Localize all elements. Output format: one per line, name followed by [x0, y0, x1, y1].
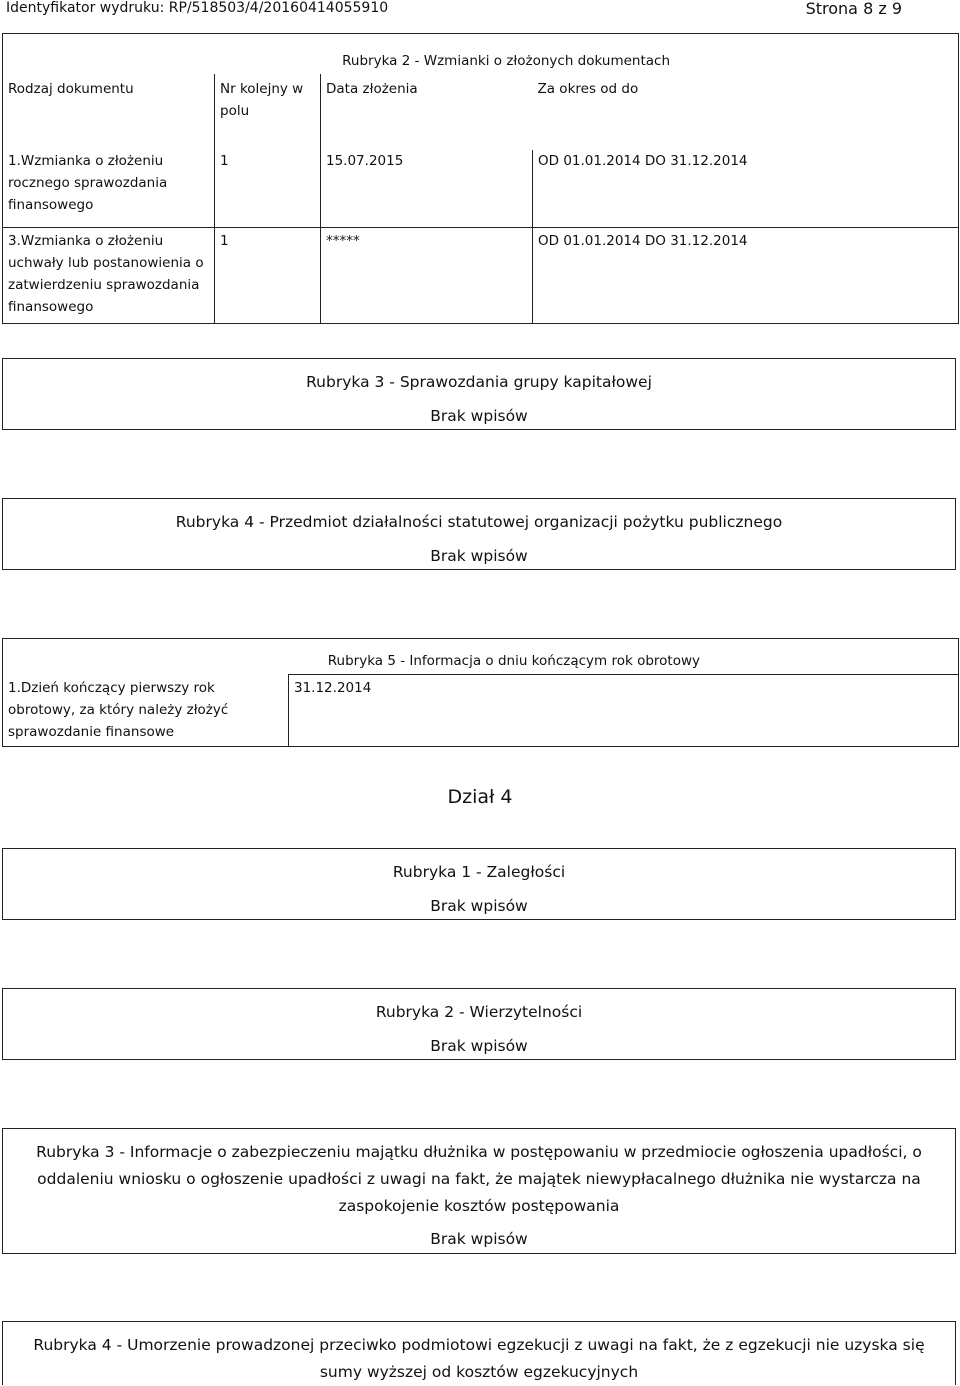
cell-date: *****: [321, 228, 533, 324]
d4-rubryka4-section: [2, 1321, 956, 1385]
d4-rubryka2-section: [2, 988, 956, 1060]
column-header-period: Za okres od do: [533, 74, 959, 150]
rubryka4-section: [2, 498, 956, 570]
column-header-type: Rodzaj dokumentu: [3, 74, 215, 150]
rubryka5-label: 1.Dzień kończący pierwszy rok obrotowy, za który należy złożyć sprawozdanie finansowe: [3, 675, 289, 747]
d4-rubryka3-empty: Brak wpisów: [430, 1230, 528, 1248]
cell-date: 15.07.2015: [321, 150, 533, 228]
d4-rubryka3-title: Rubryka 3 - Informacje o zabezpieczeniu majątku dłużnika w postępowaniu w przedmiocie ogłoszenia upadłości, o oddaleniu wniosku o ogłoszenie upadłości z uwagi na fakt, że majątek niewypłacalnego dłużnika nie wystarcza na zaspokojenie kosztów postępowania: [36, 1143, 922, 1215]
cell-nr: 1: [215, 228, 321, 324]
d4-rubryka3-section: [2, 1128, 956, 1254]
column-header-date: Data złożenia: [326, 80, 418, 97]
dzial4-heading: Dział 4: [447, 786, 513, 808]
rubryka3-section: [2, 358, 956, 430]
d4-rubryka1-title: Rubryka 1 - Zaległości: [392, 863, 566, 881]
cell-doc-type: 3.Wzmianka o złożeniu uchwały lub postanowienia o zatwierdzeniu sprawozdania finansowego: [3, 228, 215, 324]
page-number: Strona 8 z 9: [805, 0, 902, 18]
rubryka5-table: [2, 638, 959, 747]
d4-rubryka2-empty: Brak wpisów: [430, 1037, 528, 1055]
column-header-nr: Nr kolejny w polu: [215, 74, 321, 150]
cell-period: OD 01.01.2014 DO 31.12.2014: [533, 228, 959, 324]
d4-rubryka4-title: Rubryka 4 - Umorzenie prowadzonej przeciwko podmiotowi egzekucji z uwagi na fakt, że z egzekucji nie uzyska się sumy wyższej od kosztów egzekucyjnych: [33, 1336, 925, 1381]
cell-doc-type: 1.Wzmianka o złożeniu rocznego sprawozdania finansowego: [3, 150, 215, 228]
rubryka4-empty: Brak wpisów: [430, 547, 528, 565]
table-row: [3, 228, 959, 324]
d4-rubryka1-section: [2, 848, 956, 920]
rubryka3-empty: Brak wpisów: [430, 407, 528, 425]
cell-period: OD 01.01.2014 DO 31.12.2014: [533, 150, 959, 228]
d4-rubryka1-empty: Brak wpisów: [430, 897, 528, 915]
rubryka3-title: Rubryka 3 - Sprawozdania grupy kapitałowej: [306, 373, 652, 391]
rubryka5-title: Rubryka 5 - Informacja o dniu kończącym rok obrotowy: [3, 639, 959, 675]
rubryka4-title: Rubryka 4 - Przedmiot działalności statutowej organizacji pożytku publicznego: [175, 513, 783, 531]
rubryka5-value: 31.12.2014: [289, 675, 959, 747]
table-row: [3, 150, 959, 228]
print-identifier: Identyfikator wydruku: RP/518503/4/20160414055910: [6, 0, 389, 16]
cell-nr: 1: [215, 150, 321, 228]
rubryka2-table: [2, 33, 959, 324]
d4-rubryka2-title: Rubryka 2 - Wierzytelności: [375, 1003, 583, 1021]
rubryka2-title: Rubryka 2 - Wzmianki o złożonych dokumentach: [3, 34, 959, 74]
